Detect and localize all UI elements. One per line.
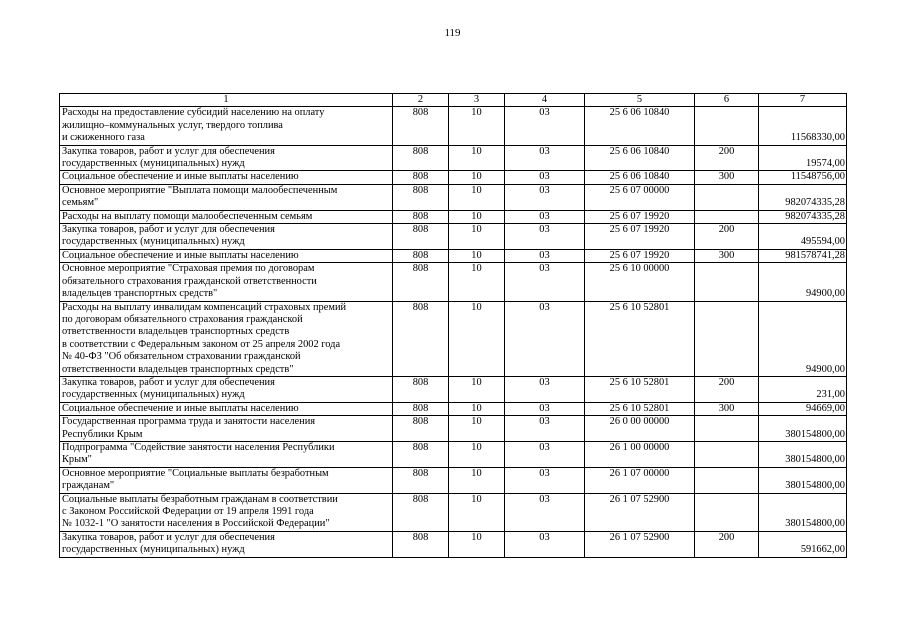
section-code-cell: 10 (449, 210, 505, 223)
subsection-code-cell: 03 (505, 467, 585, 493)
table-row (60, 107, 847, 145)
section-code-cell: 10 (449, 145, 505, 171)
row-name-cell: Закупка товаров, работ и услуг для обеспечения государственных (муниципальных) нужд (60, 145, 393, 171)
amount-cell: 94900,00 (759, 263, 847, 301)
expense-type-cell (695, 210, 759, 223)
expense-type-cell: 300 (695, 402, 759, 415)
subsection-code-cell: 03 (505, 416, 585, 442)
expense-type-cell: 200 (695, 224, 759, 250)
target-article-cell: 25 6 10 52801 (585, 402, 695, 415)
target-article-cell: 25 6 07 19920 (585, 210, 695, 223)
table-header-row (60, 94, 847, 107)
amount-cell: 380154800,00 (759, 416, 847, 442)
row-name-cell: Расходы на выплату инвалидам компенсаций страховых премий по договорам обязательного страхования гражданской ответственности владельцев транспортных средств в соответствии с Федеральным законом от 25 апреля 2002 года № 40-ФЗ "Об обязательном страховании гражданской ответственности владельцев транспортных средств" (60, 301, 393, 376)
table-row (60, 249, 847, 262)
table-row (60, 145, 847, 171)
amount-cell: 982074335,28 (759, 184, 847, 210)
amount-cell: 11548756,00 (759, 171, 847, 184)
expense-type-cell: 200 (695, 145, 759, 171)
subsection-code-cell: 03 (505, 184, 585, 210)
subsection-code-cell: 03 (505, 441, 585, 467)
target-article-cell: 25 6 06 10840 (585, 145, 695, 171)
ministry-code-cell: 808 (393, 416, 449, 442)
section-code-cell: 10 (449, 493, 505, 531)
ministry-code-cell: 808 (393, 467, 449, 493)
target-article-cell: 26 1 07 52900 (585, 531, 695, 557)
table-row (60, 184, 847, 210)
section-code-cell: 10 (449, 184, 505, 210)
expense-type-cell: 300 (695, 171, 759, 184)
column-header: 1 (60, 94, 393, 107)
ministry-code-cell: 808 (393, 249, 449, 262)
column-header: 4 (505, 94, 585, 107)
subsection-code-cell: 03 (505, 493, 585, 531)
ministry-code-cell: 808 (393, 145, 449, 171)
column-header: 5 (585, 94, 695, 107)
target-article-cell: 25 6 07 19920 (585, 249, 695, 262)
ministry-code-cell: 808 (393, 376, 449, 402)
section-code-cell: 10 (449, 263, 505, 301)
target-article-cell: 26 1 07 52900 (585, 493, 695, 531)
amount-cell: 495594,00 (759, 224, 847, 250)
row-name-cell: Государственная программа труда и занятости населения Республики Крым (60, 416, 393, 442)
table-row (60, 210, 847, 223)
amount-cell: 380154800,00 (759, 441, 847, 467)
target-article-cell: 26 0 00 00000 (585, 416, 695, 442)
page-number: 119 (444, 27, 461, 39)
table-row (60, 402, 847, 415)
subsection-code-cell: 03 (505, 249, 585, 262)
section-code-cell: 10 (449, 416, 505, 442)
target-article-cell: 25 6 07 19920 (585, 224, 695, 250)
expense-type-cell (695, 184, 759, 210)
amount-cell: 982074335,28 (759, 210, 847, 223)
target-article-cell: 25 6 06 10840 (585, 171, 695, 184)
ministry-code-cell: 808 (393, 531, 449, 557)
section-code-cell: 10 (449, 441, 505, 467)
subsection-code-cell: 03 (505, 402, 585, 415)
row-name-cell: Социальное обеспечение и иные выплаты населению (60, 402, 393, 415)
target-article-cell: 25 6 07 00000 (585, 184, 695, 210)
ministry-code-cell: 808 (393, 493, 449, 531)
row-name-cell: Социальные выплаты безработным гражданам в соответствии с Законом Российской Федерации от 19 апреля 1991 года № 1032-1 "О занятости населения в Российской Федерации" (60, 493, 393, 531)
row-name-cell: Расходы на предоставление субсидий населению на оплату жилищно–коммунальных услуг, твердого топлива и сжиженного газа (60, 107, 393, 145)
ministry-code-cell: 808 (393, 224, 449, 250)
ministry-code-cell: 808 (393, 402, 449, 415)
row-name-cell: Подпрограмма "Содействие занятости населения Республики Крым" (60, 441, 393, 467)
subsection-code-cell: 03 (505, 145, 585, 171)
subsection-code-cell: 03 (505, 171, 585, 184)
amount-cell: 591662,00 (759, 531, 847, 557)
column-header: 6 (695, 94, 759, 107)
subsection-code-cell: 03 (505, 224, 585, 250)
table-row (60, 467, 847, 493)
target-article-cell: 25 6 10 52801 (585, 376, 695, 402)
row-name-cell: Закупка товаров, работ и услуг для обеспечения государственных (муниципальных) нужд (60, 531, 393, 557)
table-row (60, 376, 847, 402)
amount-cell: 380154800,00 (759, 493, 847, 531)
section-code-cell: 10 (449, 107, 505, 145)
amount-cell: 94900,00 (759, 301, 847, 376)
row-name-cell: Основное мероприятие "Социальные выплаты безработным гражданам" (60, 467, 393, 493)
row-name-cell: Социальное обеспечение и иные выплаты населению (60, 249, 393, 262)
ministry-code-cell: 808 (393, 301, 449, 376)
column-header: 2 (393, 94, 449, 107)
row-name-cell: Основное мероприятие "Выплата помощи малообеспеченным семьям" (60, 184, 393, 210)
section-code-cell: 10 (449, 249, 505, 262)
amount-cell: 11568330,00 (759, 107, 847, 145)
table-row (60, 263, 847, 301)
expense-type-cell (695, 493, 759, 531)
row-name-cell: Закупка товаров, работ и услуг для обеспечения государственных (муниципальных) нужд (60, 376, 393, 402)
table-row (60, 441, 847, 467)
subsection-code-cell: 03 (505, 107, 585, 145)
subsection-code-cell: 03 (505, 263, 585, 301)
target-article-cell: 26 1 00 00000 (585, 441, 695, 467)
table-row (60, 493, 847, 531)
expense-type-cell (695, 467, 759, 493)
row-name-cell: Закупка товаров, работ и услуг для обеспечения государственных (муниципальных) нужд (60, 224, 393, 250)
row-name-cell: Расходы на выплату помощи малообеспеченным семьям (60, 210, 393, 223)
column-header: 7 (759, 94, 847, 107)
expense-type-cell (695, 301, 759, 376)
table-row (60, 224, 847, 250)
table-row (60, 171, 847, 184)
section-code-cell: 10 (449, 402, 505, 415)
table-row (60, 301, 847, 376)
budget-table (59, 93, 847, 558)
column-header: 3 (449, 94, 505, 107)
expense-type-cell (695, 263, 759, 301)
amount-cell: 19574,00 (759, 145, 847, 171)
table-row (60, 531, 847, 557)
section-code-cell: 10 (449, 531, 505, 557)
amount-cell: 380154800,00 (759, 467, 847, 493)
target-article-cell: 25 6 10 52801 (585, 301, 695, 376)
amount-cell: 981578741,28 (759, 249, 847, 262)
section-code-cell: 10 (449, 467, 505, 493)
ministry-code-cell: 808 (393, 107, 449, 145)
expense-type-cell (695, 441, 759, 467)
target-article-cell: 25 6 06 10840 (585, 107, 695, 145)
subsection-code-cell: 03 (505, 376, 585, 402)
ministry-code-cell: 808 (393, 184, 449, 210)
section-code-cell: 10 (449, 224, 505, 250)
subsection-code-cell: 03 (505, 531, 585, 557)
table-row (60, 416, 847, 442)
row-name-cell: Социальное обеспечение и иные выплаты населению (60, 171, 393, 184)
expense-type-cell: 200 (695, 531, 759, 557)
section-code-cell: 10 (449, 376, 505, 402)
ministry-code-cell: 808 (393, 441, 449, 467)
expense-type-cell: 300 (695, 249, 759, 262)
amount-cell: 231,00 (759, 376, 847, 402)
expense-type-cell (695, 107, 759, 145)
ministry-code-cell: 808 (393, 171, 449, 184)
subsection-code-cell: 03 (505, 301, 585, 376)
target-article-cell: 25 6 10 00000 (585, 263, 695, 301)
expense-type-cell (695, 416, 759, 442)
ministry-code-cell: 808 (393, 210, 449, 223)
section-code-cell: 10 (449, 301, 505, 376)
target-article-cell: 26 1 07 00000 (585, 467, 695, 493)
section-code-cell: 10 (449, 171, 505, 184)
amount-cell: 94669,00 (759, 402, 847, 415)
row-name-cell: Основное мероприятие "Страховая премия по договорам обязательного страхования гражданской ответственности владельцев транспортных средств" (60, 263, 393, 301)
expense-type-cell: 200 (695, 376, 759, 402)
subsection-code-cell: 03 (505, 210, 585, 223)
ministry-code-cell: 808 (393, 263, 449, 301)
